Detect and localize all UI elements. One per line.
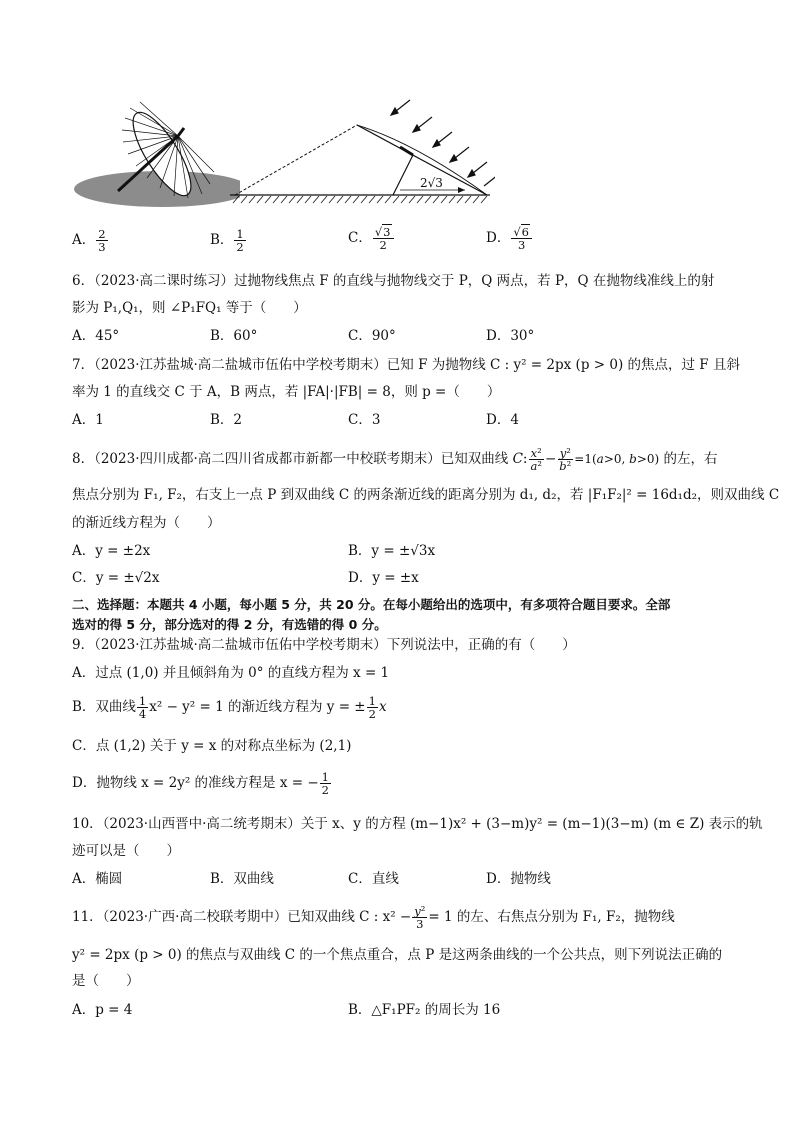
- q10-line2: 迹可以是（ ）: [72, 843, 180, 859]
- q8-option-b[interactable]: B．y = ±√3x: [348, 543, 436, 559]
- section2-header-line1: 二、选择题：本题共 4 小题，每小题 5 分，共 20 分。在每小题给出的选项中，有多项符合题目要求。全部: [72, 597, 671, 612]
- q9-option-b[interactable]: B．双曲线 $\frac{1}{4}$ x² − y² = 1 的渐近线方程为 y = ± $\frac{1}{2}$ x: [72, 694, 387, 721]
- q9-option-d[interactable]: D．抛物线 x = 2y² 的准线方程是 x = − $\frac{1}{2}$: [72, 770, 329, 797]
- q10-option-b[interactable]: B．双曲线: [210, 871, 274, 887]
- q9-option-c[interactable]: C．点 (1,2) 关于 y = x 的对称点坐标为 (2,1): [72, 738, 352, 754]
- q7-option-c[interactable]: C．3: [348, 412, 381, 428]
- q6-option-d[interactable]: D．30°: [486, 328, 535, 344]
- q11-line1: 11．（2023·广西·高二校联考期中）已知双曲线 C : x² − $\frac{\text{y²}}{3}$ = 1 的左、右焦点分别为 F₁, F₂，抛物线: [72, 904, 675, 931]
- q9-stem: 9．（2023·江苏盐城·高二盐城市伍佑中学校考期末）下列说法中，正确的有（ ）: [72, 637, 576, 653]
- figure-umbrella: [70, 96, 240, 208]
- q8-line1: 8．（2023·四川成都·高二四川省成都市新都一中校联考期末）已知双曲线 C: $\frac{\text{x²}}{\text{a²}}$ − $\frac{\text{y²}}{\text{b²}}$ =1(a>0, b>0) 的左，右: [72, 446, 718, 473]
- q7-option-b[interactable]: B．2: [210, 412, 243, 428]
- q6-option-b[interactable]: B．60°: [210, 328, 258, 344]
- q9-option-a[interactable]: A．过点 (1,0) 并且倾斜角为 0° 的直线方程为 x = 1: [72, 665, 390, 681]
- q5-option-a[interactable]: A． $\frac{2}{3}$: [72, 227, 106, 254]
- q8-line3: 的渐近线方程为（ ）: [72, 515, 221, 531]
- shadow-length-label: 2√3: [420, 176, 443, 190]
- q10-option-a[interactable]: A．椭圆: [72, 871, 123, 887]
- q8-option-c[interactable]: C．y = ±√2x: [72, 570, 160, 586]
- q6-line1: 6．（2023·高二课时练习）过抛物线焦点 F 的直线与抛物线交于 P，Q 两点，若 P，Q 在抛物线准线上的射: [72, 273, 715, 289]
- q10-option-d[interactable]: D．抛物线: [486, 871, 551, 887]
- q6-option-a[interactable]: A．45°: [72, 328, 120, 344]
- section2-header-line2: 选对的得 5 分，部分选对的得 2 分，有选错的得 0 分。: [72, 617, 387, 632]
- q8-line2: 焦点分别为 F₁, F₂，右支上一点 P 到双曲线 C 的两条渐近线的距离分别为 d₁, d₂，若 |F₁F₂|² = 16d₁d₂，则双曲线 C: [72, 487, 780, 503]
- figure-cone-diagram: [225, 95, 495, 210]
- q5-option-c[interactable]: C． $\frac{√3}{2}$: [348, 226, 395, 251]
- q5-option-b[interactable]: B． $\frac{1}{2}$: [210, 227, 244, 254]
- q7-line2: 率为 1 的直线交 C 于 A，B 两点，若 |FA|·|FB| = 8，则 p =（ ）: [72, 384, 501, 400]
- q7-option-a[interactable]: A．1: [72, 412, 104, 428]
- q11-option-a[interactable]: A．p = 4: [72, 1002, 133, 1018]
- q5-option-d[interactable]: D． $\frac{√6}{3}$: [486, 226, 533, 251]
- q6-option-c[interactable]: C．90°: [348, 328, 396, 344]
- q6-line2: 影为 P₁,Q₁，则 ∠P₁FQ₁ 等于（ ）: [72, 300, 307, 316]
- q8-option-d[interactable]: D．y = ±x: [348, 570, 419, 586]
- q11-line3: 是（ ）: [72, 973, 140, 989]
- q11-line2: y² = 2px (p > 0) 的焦点与双曲线 C 的一个焦点重合，点 P 是这两条曲线的一个公共点，则下列说法正确的: [72, 947, 723, 963]
- q7-line1: 7．（2023·江苏盐城·高二盐城市伍佑中学校考期末）已知 F 为抛物线 C : y² = 2px (p > 0) 的焦点，过 F 且斜: [72, 357, 740, 373]
- q10-option-c[interactable]: C．直线: [348, 871, 399, 887]
- q8-option-a[interactable]: A．y = ±2x: [72, 543, 151, 559]
- q10-line1: 10．（2023·山西晋中·高二统考期末）关于 x、y 的方程 (m−1)x² + (3−m)y² = (m−1)(3−m) (m ∈ Z) 表示的轨: [72, 816, 763, 832]
- q7-option-d[interactable]: D．4: [486, 412, 519, 428]
- q11-option-b[interactable]: B．△F₁PF₂ 的周长为 16: [348, 1002, 501, 1018]
